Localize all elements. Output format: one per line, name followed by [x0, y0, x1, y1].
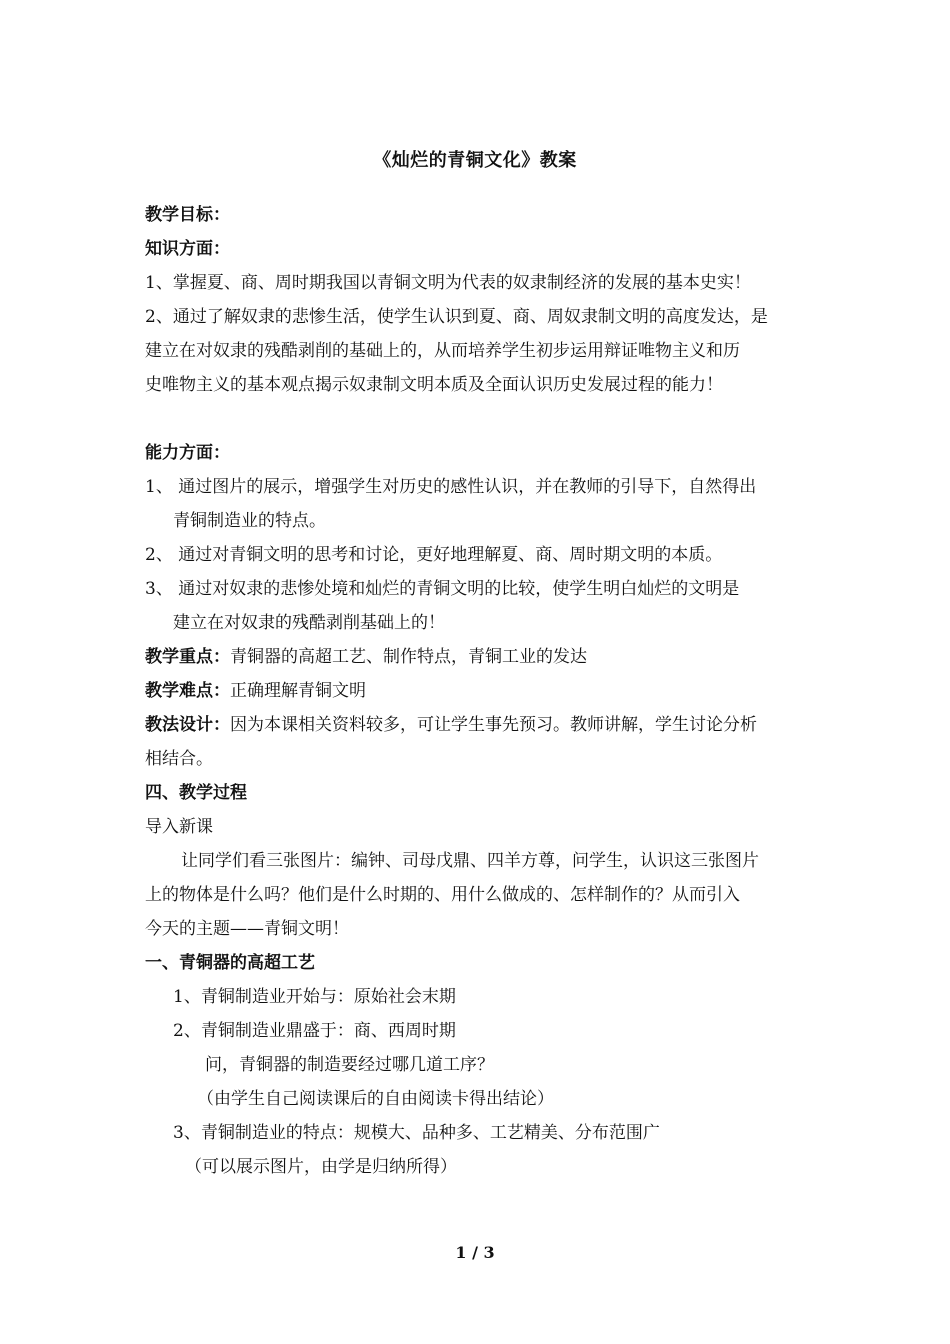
intro-paragraph-line2: 上的物体是什么吗？他们是什么时期的、用什么做成的、怎样制作的？从而引入 [145, 885, 740, 905]
intro-paragraph-line3: 今天的主题——青铜文明！ [145, 919, 349, 939]
section1-item-3: 3、青铜制造业的特点：规模大、品种多、工艺精美、分布范围广 [173, 1123, 660, 1143]
intro-heading: 导入新课 [145, 817, 213, 837]
teaching-difficulty [145, 674, 810, 708]
document-body [145, 198, 810, 1184]
difficulty-text: 正确理解青铜文明 [230, 681, 366, 701]
teaching-method-line2: 相结合。 [145, 749, 213, 769]
ability-item-3-line2: 建立在对奴隶的残酷剥削基础上的！ [173, 613, 445, 633]
section1-note-2: （可以展示图片，由学是归纳所得） [185, 1157, 457, 1177]
knowledge-item-1: 1、掌握夏、商、周时期我国以青铜文明为代表的奴隶制经济的发展的基本史实！ [145, 273, 751, 293]
ability-heading: 能力方面： [145, 443, 230, 463]
document-title: 《灿烂的青铜文化》教案 [373, 150, 577, 171]
difficulty-label: 教学难点： [145, 681, 230, 701]
teaching-focus [145, 640, 810, 674]
process-heading: 四、教学过程 [145, 783, 247, 803]
section1-heading: 一、青铜器的高超工艺 [145, 953, 315, 973]
goals-heading: 教学目标： [145, 205, 230, 225]
section1-question: 问，青铜器的制造要经过哪几道工序？ [205, 1055, 494, 1075]
focus-text: 青铜器的高超工艺、制作特点，青铜工业的发达 [230, 647, 587, 667]
section1-note: （由学生自己阅读课后的自由阅读卡得出结论） [197, 1089, 554, 1109]
knowledge-item-2-line3: 史唯物主义的基本观点揭示奴隶制文明本质及全面认识历史发展过程的能力！ [145, 375, 723, 395]
knowledge-heading: 知识方面： [145, 239, 230, 259]
section1-item-2: 2、青铜制造业鼎盛于：商、西周时期 [173, 1021, 456, 1041]
blank-line [145, 402, 810, 436]
knowledge-item-2-line2: 建立在对奴隶的残酷剥削的基础上的，从而培养学生初步运用辩证唯物主义和历 [145, 341, 740, 361]
method-text: 因为本课相关资料较多，可让学生事先预习。教师讲解，学生讨论分析 [230, 715, 757, 735]
page-number: 1 / 3 [455, 1243, 495, 1262]
intro-paragraph-line1: 让同学们看三张图片：编钟、司母戊鼎、四羊方尊，问学生，认识这三张图片 [181, 851, 759, 871]
focus-label: 教学重点： [145, 647, 230, 667]
ability-item-1-line2: 青铜制造业的特点。 [173, 511, 326, 531]
method-label: 教法设计： [145, 715, 230, 735]
teaching-method [145, 708, 810, 742]
ability-item-3-line1: 3、 通过对奴隶的悲惨处境和灿烂的青铜文明的比较，使学生明白灿烂的文明是 [145, 579, 740, 599]
ability-item-1-line1: 1、 通过图片的展示，增强学生对历史的感性认识，并在教师的引导下，自然得出 [145, 477, 757, 497]
ability-item-2: 2、 通过对青铜文明的思考和讨论，更好地理解夏、商、周时期文明的本质。 [145, 545, 723, 565]
section1-item-1: 1、青铜制造业开始与：原始社会末期 [173, 987, 456, 1007]
knowledge-item-2-line1: 2、通过了解奴隶的悲惨生活，使学生认识到夏、商、周奴隶制文明的高度发达，是 [145, 307, 768, 327]
